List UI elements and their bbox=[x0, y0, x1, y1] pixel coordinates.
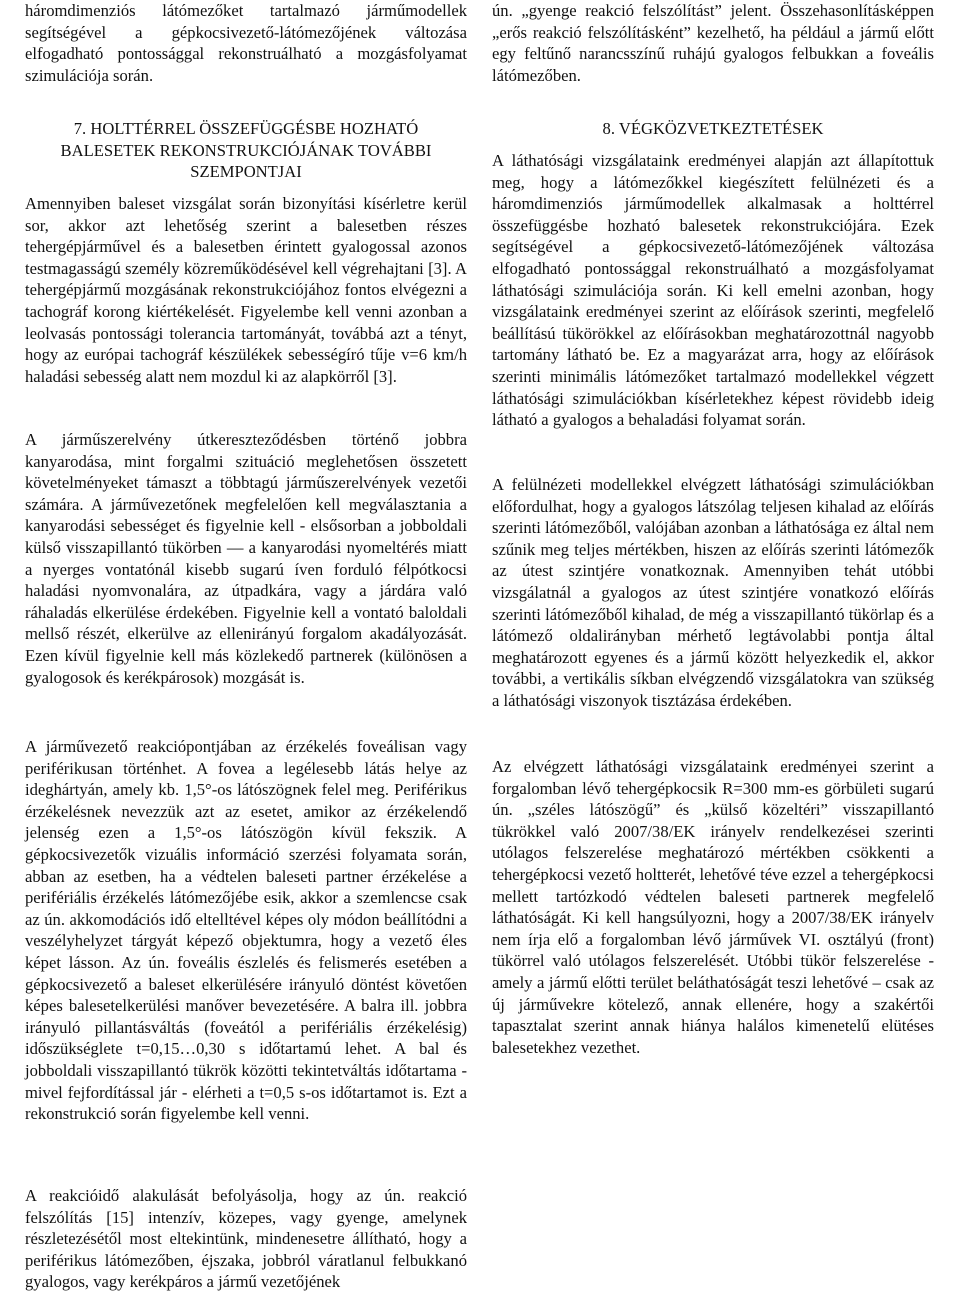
right-paragraph-2: A felülnézeti modellekkel elvégzett láthatósági szimulációkban előfordulhat, hogy a gyalogos látszólag teljesen kihalad az előírás szerinti látómezőből, valójában azonban a láthatósága ez által nem szűnik meg teljes mértékben, hiszen az előírás szerinti látómezők az útest szintjére vonatkoznak. Amennyiben tehát utóbbi vizsgálatnál a gyalogos az útest szintjére vonatkozó előírás szerinti látómezőből kihalad, de még a visszapillantó tükörlap és a látómező oldalirányban mérhető legtávolabbi pontja által meghatározott egyenes és a jármű között helyezkedik el, akkor további, a vertikális síkban elvégzendő vizsgálatokra van szükség a láthatósági viszonyok tisztázása érdekében. bbox=[492, 475, 934, 710]
left-paragraph-3: A járművezető reakciópontjában az érzékelés foveálisan vagy periférikusan történhet. A fovea a legélesebb látás helye az ideghártyán, amely kb. 1,5°-os látószögnek felel meg. Periférikus érzékelésnek nevezzük azt az esetet, amikor az érzékelendő jelenség ezen a 1,5°-os látószögön kívül fekszik. A gépkocsivezetők vizuális információ szerzési folyamata során, abban az esetben, ha a védtelen baleseti partner érzékelése a perifériális érzékelés látómezőjébe esik, akkor a szemlencse csak az ún. akkomodációs idő eltelltével képes oly módon beállítódni a veszélyhelyzet tárgyát képező objektumra, hogy a vezető éles képet lásson. Az ún. foveális észlelés és felismerés esetében a gépkocsivezető a baleset elkerülésére irányuló döntést követően képes balesetelkerülési manőver bevezetésére. A balra ill. jobbra irányuló pillantásváltás (foveától a perifériális érzékelésig) időszükséglete t=0,15…0,30 s időtartamú lehet. A bal és jobboldali visszapillantó tükrök közötti tekintetváltás időtartama - mivel fejfordítással jár - elérheti a t=0,5 s-os időtartamot is. Ezt a rekonstrukció során figyelembe kell venni. bbox=[25, 737, 467, 1124]
left-paragraph-1: Amennyiben baleset vizsgálat során bizonyítási kísérletre kerül sor, akkor azt lehetőség szerint a balesetben részes tehergépjárművel és a balesetben érintett gyalogossal azonos testmagasságú személy közreműködésével kell végrehajtani [3]. A tehergépjármű mozgásának rekonstrukciójához fontos elvégezni a tachográf korong kiértékelését. Figyelembe kell venni azonban a leolvasás pontossági tolerancia tartományát, továbbá azt a tényt, hogy az európai tachográf készülékek sebességíró tűje v=6 km/h haladási sebesség alatt nem mozdul ki az alapkörről [3]. bbox=[25, 194, 467, 386]
section-7-heading: 7. HOLTTÉRREL ÖSSZEFÜGGÉSBE HOZHATÓ BALESETEK REKONSTRUKCIÓJÁNAK TOVÁBBI SZEMPONTJAI bbox=[60, 119, 432, 182]
right-paragraph-1: A láthatósági vizsgálataink eredményei alapján azt állapítottuk meg, hogy a látómezőkkel kiegészített felülnézeti és a háromdimenziós járműmodellek alkalmasak a holttérrel összefüggésbe hozható balesetek rekonstrukciójára. Ezek segítségével a gépkocsivezető-látómezőjének változása elfogadható pontossággal rekonstruálható a mozgásfolyamat láthatósági szimulációja során. Ki kell emelni azonban, hogy vizsgálataink eredményei szerint az előírások szerinti, megfelelő beállítású tükörökkel az előírásokban meghatározottnál nagyobb tartomány látható be. Ez a magyarázat arra, hogy az előírások szerinti minimális látómezőket tartalmazó modellekkel végzett láthatósági szimulációkban kísérletekhez képest rövidebb ideig látható a gyalogos a behaladási folyamat során. bbox=[492, 151, 934, 430]
left-paragraph-2: A járműszerelvény útkereszteződésben történő jobbra kanyarodása, mint forgalmi szituáció meglehetősen összetett követelményeket támaszt a többtagú járműszerelvények vezetői számára. A járművezetőnek megfelelően kell megválasztania a kanyarodási sebességet és figyelnie kell - elsősorban a jobboldali külső visszapillantó tükörben — a kanyarodási nyomeltérés miatt a nyerges vontatónál kisebb sugarú íven forduló félpótkocsi haladási nyomvonalára, az útpadkára, vagy a járdára való ráhaladás elkerülése érdekében. Figyelnie kell a vontató baloldali mellső részét, elkerülve az ellenirányú forgalom akadályozását. Ezen kívül figyelnie kell más közlekedő partnerek (különösen a gyalogosok és kerékpárosok) mozgását is. bbox=[25, 430, 467, 687]
left-top-fragment: háromdimenziós látómezőket tartalmazó járműmodellek segítségével a gépkocsivezető-látómezőjének változása elfogadható pontossággal rekonstruálható a mozgásfolyamat szimulációja során. bbox=[25, 1, 467, 85]
left-paragraph-4: A reakcióidő alakulását befolyásolja, hogy az ún. reakció felszólítás [15] intenzív, közepes, vagy gyenge, amelynek részletezésétől most eltekintünk, mindenesetre állítható, hogy a periférikus látómezőben, éjszaka, jobbról váratlanul felbukkanó gyalogos, vagy kerékpáros a jármű vezetőjének bbox=[25, 1186, 467, 1292]
right-top-fragment: ún. „gyenge reakció felszólítást” jelent. Összehasonlításképpen „erős reakció felszólításként” kezelhető, ha például a jármű előtt egy feltűnő narancsszínű ruhájú gyalogos felbukkan a foveális látómezőben. bbox=[492, 1, 934, 85]
section-8-heading: 8. VÉGKÖZVETKEZTETÉSEK bbox=[602, 119, 824, 138]
right-paragraph-3: Az elvégzett láthatósági vizsgálataink eredményei szerint a forgalomban lévő tehergépkocsik R=300 mm-es görbületi sugarú ún. „széles látószögű” és „külső közeltéri” visszapillantó tükrökkel való 2007/38/EK irányelv rendelkezései szerinti utólagos felszerelése meghatározó mértékben csökkenti a tehergépkocsi vezető holtterét, lehetővé téve ezzel a tehergépkocsi mellett tartózkodó védtelen baleseti partnerek megfelelő láthatóságát. Ki kell hangsúlyozni, hogy a 2007/38/EK irányelv nem írja elő a forgalomban lévő járművek VI. osztályú (front) tükörrel való utólagos felszerelését. Utóbbi tükör felszerelése - amely a jármű előtti terület beláthatóságát teszi lehetővé – csak az új járművekre kötelező, annak ellenére, hogy a szakértői tapasztalat szerint annak hiánya halálos kimenetelű elütéses balesetekhez vezethet. bbox=[492, 757, 934, 1057]
